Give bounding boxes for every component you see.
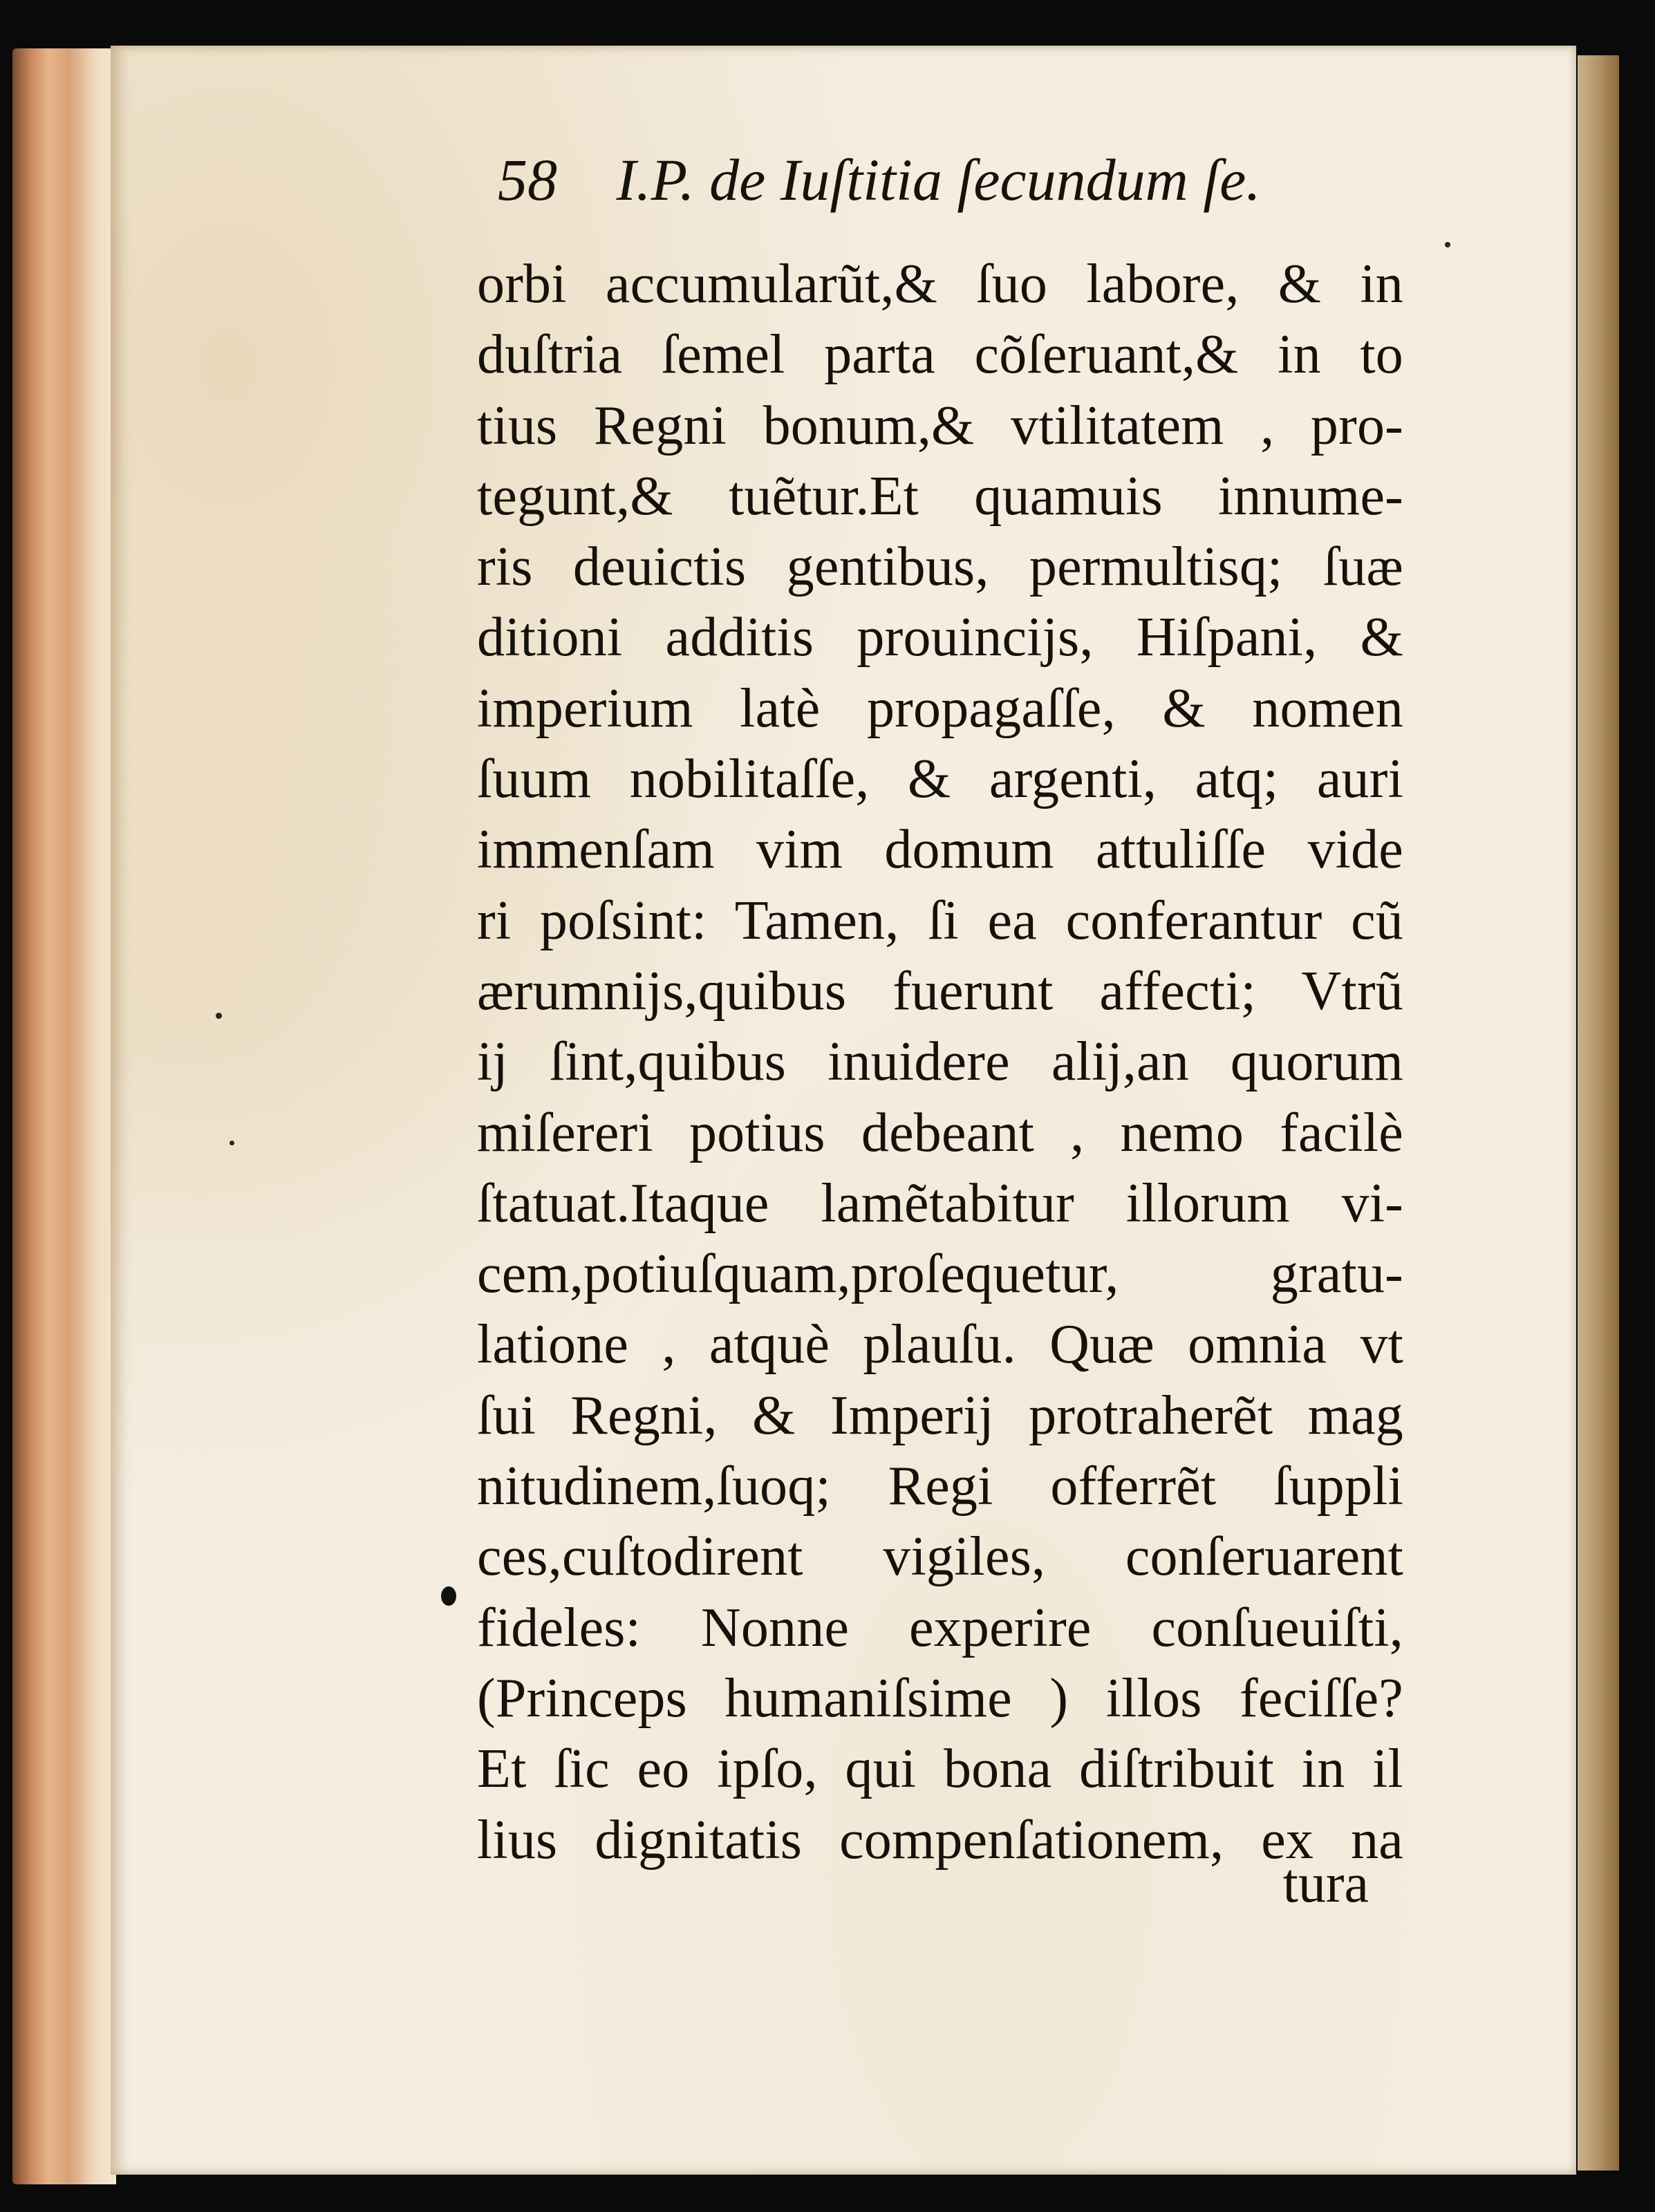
text-line: ſtatuat.Itaque lamẽtabitur illorum vi-	[477, 1172, 1403, 1234]
text-line: ri poſsint: Tamen, ſi ea conferantur cũ	[477, 890, 1403, 951]
text-line: lius dignitatis compenſationem, ex na	[477, 1809, 1403, 1871]
running-title: I.P. de Iuſtitia ſecundum ſe.	[616, 147, 1261, 213]
paper-speck	[1445, 242, 1450, 247]
text-line: cem,potiuſquam,proſequetur, gratu-	[477, 1244, 1403, 1305]
text-line: ſuum nobilitaſſe, & argenti, atq; auri	[477, 749, 1403, 810]
paper-speck	[216, 1013, 222, 1019]
catchword: tura	[1282, 1853, 1369, 1914]
text-line: ces,cuſtodirent vigiles, conſeruarent	[477, 1526, 1403, 1588]
ink-blot	[441, 1586, 456, 1606]
right-page-edge	[1578, 55, 1619, 2171]
text-line: orbi accumularũt,& ſuo labore, & in	[477, 254, 1403, 315]
text-line: tegunt,& tuẽtur.Et quamuis innume-	[477, 465, 1403, 527]
text-line: ditioni additis prouincijs, Hiſpani, &	[477, 607, 1403, 668]
text-line: nitudinem,ſuoq; Regi offerrẽt ſuppli	[477, 1456, 1403, 1517]
text-line: latione , atquè plauſu. Quæ omnia vt	[477, 1314, 1403, 1376]
text-line: ris deuictis gentibus, permultisq; ſuæ	[477, 536, 1403, 598]
text-line: immenſam vim domum attuliſſe vide	[477, 819, 1403, 881]
text-line: (Princeps humaniſsime ) illos feciſſe?	[477, 1667, 1403, 1729]
text-line: miſereri potius debeant , nemo facilè	[477, 1102, 1403, 1163]
text-line: imperium latè propagaſſe, & nomen	[477, 677, 1403, 739]
text-line: Et ſic eo ipſo, qui bona diſtribuit in il	[477, 1738, 1403, 1800]
running-head	[498, 142, 1383, 218]
text-line: tius Regni bonum,& vtilitatem , pro-	[477, 395, 1403, 456]
text-line: ij ſint,quibus inuidere alij,an quorum	[477, 1031, 1403, 1093]
body-text	[477, 249, 1403, 1875]
paper-speck	[230, 1141, 234, 1145]
page-number: 58	[498, 147, 557, 213]
left-page-edges	[12, 48, 116, 2184]
text-line: duſtria ſemel parta cõſeruant,& in to	[477, 324, 1403, 386]
text-line: ſui Regni, & Imperij protraherẽt mag	[477, 1385, 1403, 1446]
text-line: ærumnijs,quibus fuerunt affecti; Vtrũ	[477, 960, 1403, 1022]
text-line: fideles: Nonne experire conſueuiſti,	[477, 1597, 1403, 1658]
